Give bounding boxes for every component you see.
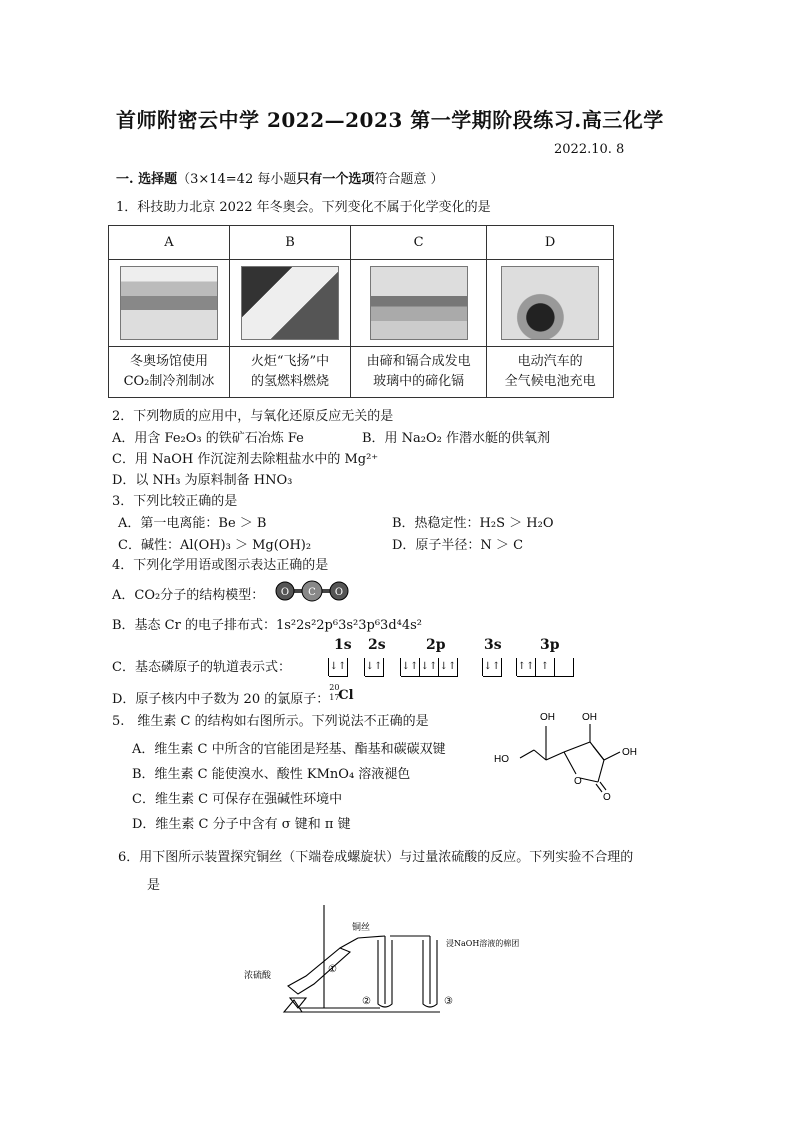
q6-stem-line2: 是 [147, 878, 161, 893]
orbital-label-3p: 3p [540, 637, 560, 653]
vc-label-ring-o: O [574, 776, 582, 787]
exam-date: 2022.10. 8 [554, 142, 625, 157]
q3-option-b: B．热稳定性：H₂S ＞ H₂O [392, 516, 554, 531]
q2-option-a: A．用含 Fe₂O₃ 的铁矿石冶炼 Fe [112, 431, 304, 446]
q1-header-a: A [109, 226, 230, 260]
vc-label-ho: HO [494, 754, 509, 765]
co2-atom-o2-label: O [334, 587, 344, 598]
section-rule-pre: （3×14=42 每小题 [177, 172, 297, 187]
q3-stem: 3．下列比较正确的是 [112, 494, 238, 509]
q5-stem: 5. 维生素 C 的结构如右图所示。下列说法不正确的是 [112, 714, 429, 729]
orbital-box-2s: ↓↑ [364, 658, 384, 676]
q1-caption-a: 冬奥场馆使用 CO₂制冷剂制冰 [109, 347, 230, 398]
q5-option-b: B．维生素 C 能使溴水、酸性 KMnO₄ 溶液褪色 [132, 767, 411, 782]
q2-option-c: C．用 NaOH 作沉淀剂去除粗盐水中的 Mg²⁺ [112, 452, 379, 467]
vc-label-oh-top: OH [540, 712, 555, 723]
q6-label-copper: 铜丝 [352, 923, 371, 933]
page-title: 首师附密云中学 2022—2023 第一学期阶段练习.高三化学 [116, 108, 664, 132]
q2-option-b: B．用 Na₂O₂ 作潜水艇的供氧剂 [362, 431, 551, 446]
section-number: 一. [116, 172, 139, 187]
orbital-box-3p: ↑↑ ↑ [516, 658, 574, 676]
q1-image-building [370, 266, 468, 340]
orbital-label-2p: 2p [426, 637, 446, 653]
q3-option-d: D．原子半径：N ＞ C [392, 538, 524, 553]
orbital-box-3s: ↓↑ [482, 658, 502, 676]
section-header [116, 168, 444, 187]
q6-label-cotton: 浸NaOH溶液的棉团 [446, 939, 520, 948]
orbital-label-2s: 2s [368, 637, 386, 653]
q1-header-b: B [229, 226, 350, 260]
q1-caption-b: 火炬“飞扬”中 的氢燃料燃烧 [229, 347, 350, 398]
section-rule-post: 符合题意 ） [374, 172, 444, 187]
q5-option-a: A．维生素 C 中所含的官能团是羟基、酯基和碳碳双键 [132, 742, 446, 757]
chlorine-nuclide [329, 683, 354, 703]
q6-label-1: ① [328, 964, 337, 975]
q6-label-2: ② [362, 996, 371, 1007]
q1-caption-c: 由碲和镉合成发电 玻璃中的碲化镉 [350, 347, 486, 398]
q2-stem: 2．下列物质的应用中，与氧化还原反应无关的是 [112, 409, 394, 424]
orbital-label-1s: 1s [334, 637, 352, 653]
q6-stem-line1: 6．用下图所示装置探究铜丝（下端卷成螺旋状）与过量浓硫酸的反应。下列实验不合理的 [118, 850, 634, 865]
co2-atom-c-label: C [308, 587, 316, 598]
section-rule-bold: 只有一个选项 [296, 172, 375, 187]
chlorine-atomic-number: 17 [329, 693, 340, 702]
q4-stem: 4．下列化学用语或图示表达正确的是 [112, 558, 329, 573]
q1-image-torch [241, 266, 339, 340]
q1-image-stadium [120, 266, 218, 340]
q3-option-c: C．碱性：Al(OH)₃ ＞ Mg(OH)₂ [118, 538, 312, 553]
chlorine-symbol: Cl [338, 688, 354, 703]
q5-option-d: D．维生素 C 分子中含有 σ 键和 π 键 [132, 817, 351, 832]
q2-option-d: D．以 NH₃ 为原料制备 HNO₃ [112, 473, 293, 488]
q1-stem: 1．科技助力北京 2022 年冬奥会。下列变化不属于化学变化的是 [116, 200, 491, 215]
orbital-box-1s: ↓↑ [328, 658, 348, 676]
chlorine-mass-number: 20 [329, 683, 340, 692]
q1-caption-d: 电动汽车的 全气候电池充电 [487, 347, 614, 398]
q4-option-d [112, 683, 354, 707]
q1-image-car-charging [501, 266, 599, 340]
orbital-label-3s: 3s [484, 637, 502, 653]
q6-label-3: ③ [444, 996, 453, 1007]
q1-option-table [108, 225, 614, 398]
q4-option-c: C．基态磷原子的轨道表示式： [112, 660, 291, 675]
q4-option-b: B．基态 Cr 的电子排布式：1s²2s²2p⁶3s²3p⁶3d⁴4s² [112, 618, 423, 633]
vc-label-oh-right: OH [622, 747, 637, 758]
q5-option-c: C．维生素 C 可保存在强碱性环境中 [132, 792, 343, 807]
co2-atom-o1-label: O [280, 587, 290, 598]
section-name: 选择题 [138, 172, 178, 187]
orbital-box-2p: ↓↑ ↓↑ ↓↑ [400, 658, 458, 676]
co2-ball-model [272, 580, 352, 602]
q6-label-acid: 浓硫酸 [244, 971, 272, 981]
vc-label-carbonyl-o: O [603, 792, 611, 803]
q4-option-a: A．CO₂分子的结构模型： [112, 588, 265, 603]
q1-header-d: D [487, 226, 614, 260]
q1-header-c: C [350, 226, 486, 260]
vitamin-c-structure [490, 700, 650, 810]
vc-label-oh-right-top: OH [582, 712, 597, 723]
q4-option-d-text: D．原子核内中子数为 20 的氯原子： [112, 692, 330, 707]
q6-apparatus-diagram [240, 900, 520, 1020]
q3-option-a: A．第一电离能：Be ＞ B [118, 516, 267, 531]
